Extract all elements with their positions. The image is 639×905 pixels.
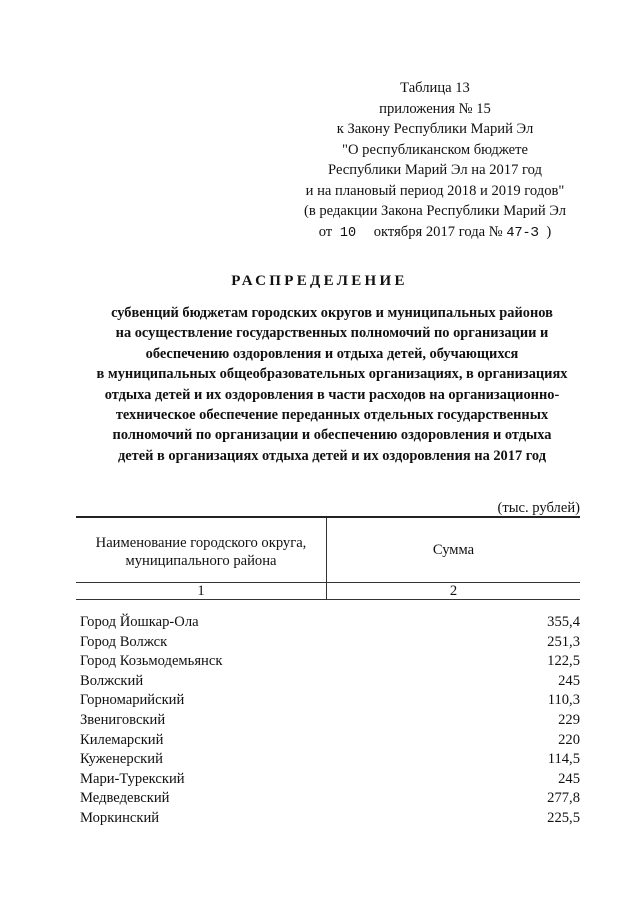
row-value: 245 <box>558 770 580 787</box>
header-law-number: 47-З <box>506 225 539 241</box>
table-row <box>80 731 580 751</box>
row-name: Килемарский <box>80 731 164 748</box>
table-row <box>80 652 580 672</box>
row-value: 251,3 <box>547 633 580 650</box>
table-row <box>80 691 580 711</box>
row-value: 355,4 <box>547 614 580 630</box>
header-appendix-number: приложения № 15 <box>379 100 491 117</box>
row-name: Город Волжск <box>80 633 168 650</box>
subtitle-line: техническое обеспечение переданных отдельных государственных <box>115 407 549 424</box>
subtitle-line: обеспечению оздоровления и отдыха детей, обучающихся <box>145 345 519 362</box>
row-name: Куженерский <box>80 751 163 768</box>
column-number-1: 1 <box>197 583 205 599</box>
row-name: Мари-Турекский <box>80 770 185 787</box>
table-row <box>80 789 580 809</box>
header-from-label: от <box>318 223 333 240</box>
table-body <box>80 613 580 829</box>
row-value: 122,5 <box>547 653 580 670</box>
row-name: Звениговский <box>80 711 166 728</box>
units-label: (тыс. рублей) <box>497 500 580 516</box>
subtitle-line: полномочий по организации и обеспечению оздоровления и отдыха <box>112 427 552 444</box>
row-value: 277,8 <box>547 790 580 807</box>
column-header-name-line2: муниципального района <box>125 553 277 569</box>
subtitle-line: отдыха детей и их оздоровления в части расходов на организационно- <box>104 386 560 403</box>
header-table-number: Таблица 13 <box>400 80 470 96</box>
document-header <box>290 78 580 244</box>
row-value: 110,3 <box>547 692 580 709</box>
header-law-title-line3: и на плановый период 2018 и 2019 годов" <box>305 182 565 199</box>
document-subtitle <box>62 303 602 466</box>
table-row <box>80 672 580 692</box>
row-value: 220 <box>558 731 580 748</box>
document-title: РАСПРЕДЕЛЕНИЕ <box>231 273 408 289</box>
header-law-reference: к Закону Республики Марий Эл <box>336 121 534 137</box>
row-name: Город Йошкар-Ола <box>80 614 199 630</box>
table-row <box>80 770 580 790</box>
subtitle-line: субвенций бюджетам городских округов и муниципальных районов <box>111 305 553 321</box>
column-header-sum: Сумма <box>432 542 475 558</box>
column-header-name-line1: Наименование городского округа, <box>95 535 307 551</box>
table-row <box>80 750 580 770</box>
header-law-title-line1: "О республиканском бюджете <box>342 141 528 158</box>
subtitle-line: в муниципальных общеобразовательных организациях, в организациях <box>96 366 568 383</box>
header-revision-date <box>290 222 580 245</box>
header-day: 10 <box>339 225 357 241</box>
table-row <box>80 613 580 633</box>
column-number-2: 2 <box>449 583 458 599</box>
row-name: Волжский <box>80 672 144 689</box>
row-value: 245 <box>558 672 580 689</box>
header-close-paren: ) <box>546 223 552 240</box>
row-value: 229 <box>558 711 580 728</box>
subtitle-line: детей в организациях отдыха детей и их оздоровления на 2017 год <box>118 447 546 464</box>
header-law-title-line2: Республики Марий Эл на 2017 год <box>328 162 542 178</box>
table-row <box>80 711 580 731</box>
table-row <box>80 809 580 829</box>
table-row <box>80 633 580 653</box>
row-name: Моркинский <box>80 809 160 826</box>
row-name: Город Козьмодемьянск <box>80 653 223 670</box>
header-date-text: октября 2017 года № <box>373 223 503 240</box>
row-value: 114,5 <box>547 751 580 768</box>
row-value: 225,5 <box>547 809 580 826</box>
header-revision-note: (в редакции Закона Республики Марий Эл <box>303 203 567 219</box>
row-name: Горномарийский <box>80 692 185 709</box>
table-header <box>76 516 580 600</box>
row-name: Медведевский <box>80 790 170 807</box>
subtitle-line: на осуществление государственных полномочий по организации и <box>115 325 549 342</box>
column-header-name <box>76 534 326 570</box>
